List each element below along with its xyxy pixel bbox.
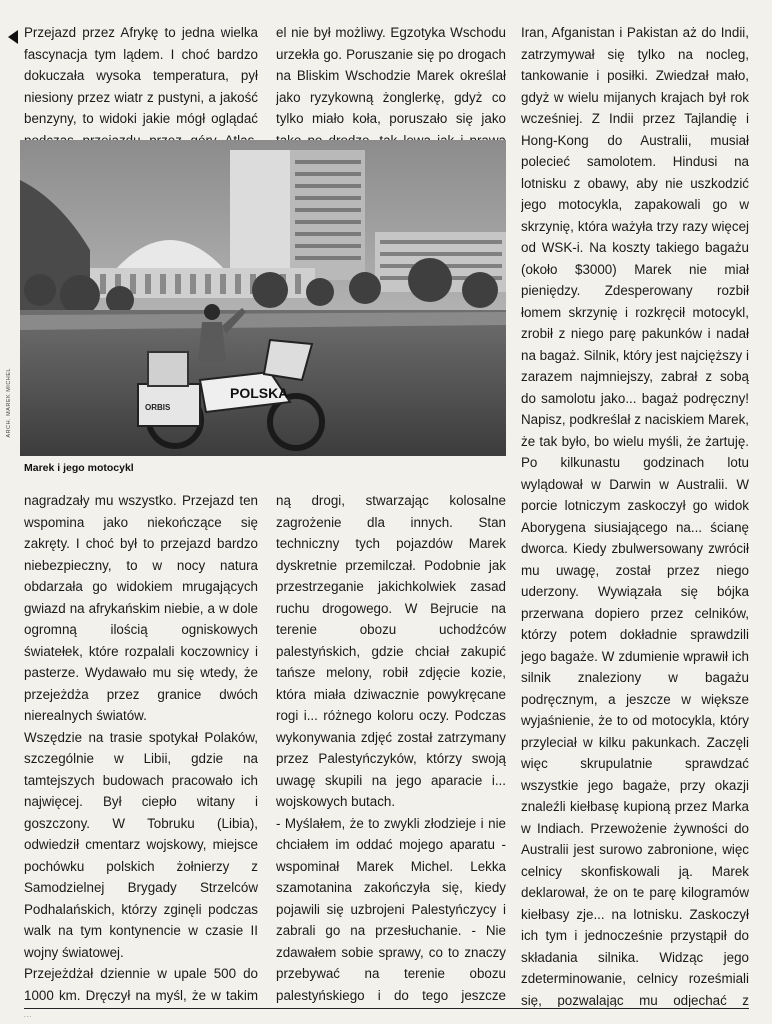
article-column-1-bottom [24,490,258,1006]
page-footer: ... [24,1013,33,1019]
article-column-2-top [276,22,506,152]
photo-credit: ARCH. MAREK MICHEL [6,368,12,438]
article-column-2-bottom [276,490,506,1006]
page-bottom-rule [24,1008,749,1009]
bike-sign-text: POLSKA [230,385,289,401]
paragraph: Przejeżdżał dziennie w upale 500 do 1000 km. Dręczył na myśl, że w takim [24,966,258,1003]
paragraph: Przejazd przez Afrykę to jedna wielka fascynacja tym lądem. I choć bardzo dokuczała wysoka temperatura, pył niesiony przez wiatr z pustyni, a jakość benzyny, to widoki jakie mógł oglądać [24,25,258,126]
photo-caption: Marek i jego motocykl [24,462,134,474]
paragraph: nagradzały mu wszystko. Przejazd ten wspomina jako niekończące się zakręty. I choć był to przejazd bardzo niebezpieczny, to w nocy natura obdarzała go widokiem mrugających gwiazd na afrykańskim niebie, a w dole ogromną ilością ogniskowych światełek, które rozpalali koczownicy i pasterze. Wydawało mu się wtedy, że przejeżdża przez granice dwóch nierealnych światów. [24,493,258,723]
paragraph: - Myślałem, że to zwykli złodzieje i nie chciałem im oddać mojego aparatu - wspominał Marek Michel. Lekka szamotanina zakończyła się, kiedy pojawili się uzbrojeni Palestyńczycy i zabrali go na przesłuchanie. - Nie zdawałem sobie sprawy, co to znaczy przebywać na terenie obozu palestyńskiego i do tego jeszcze [276,815,506,1003]
article-photo [20,140,506,456]
paragraph: ną drogi, stwarzając kolosalne zagrożenie dla innych. Stan techniczny tych pojazdów Marek dyskretnie przemilczał. Podobnie jak przestrzeganie jakichkolwiek zasad ruchu drogowego. W Bejrucie na terenie obozu uchodźców palestyńskich, gdzie chciał zakupić tańsze melony, robił zdjęcie kozie, która miała dziwacznie powykręcane rogi i... różnego koloru oczy. Podczas wykonywania zdjęć został zatrzymany przez Palestyńczyków, którzy swoją uwagę skupili na jego aparacie i... wojskowych butach. [276,493,506,809]
paragraph: el nie był możliwy. Egzotyka Wschodu urzekła go. Poruszanie się po drogach na Bliskim Wschodzie Marek określał jako ryzykowną żonglerkę, gdyż co tylko miało koła, poruszało się jako [276,25,506,126]
article-column-1-top [24,22,258,152]
paragraph: Wszędzie na trasie spotykał Polaków, szczególnie w Libii, gdzie na tamtejszych budowach pracowało ich najwięcej. Był ciepło witany i goszczony. W Tobruku (Libia), odwiedził cmentarz wojskowy, miejsce pochówku polskich żołnierzy z Samodzielnej Brygady Strzelców Podhalańskich, którzy zginęli podczas walk na tym kontynencie w czasie II wojny światowej. [24,729,258,960]
article-column-3 [521,22,749,1007]
crate-text: ORBIS [145,403,171,412]
paragraph: Iran, Afganistan i Pakistan aż do Indii, zatrzymywał się tylko na nocleg, tankowanie i posiłki. Zwiedzał mało, gdyż w wielu mijanych krajach był rok wcześniej. Z Indii przez Tajlandię i Hong-Kong do Australii, musiał polecieć samolotem. Hindusi na lotnisku z obawy, aby nie uszkodzić jego motocykla, zapakowali go w skrzynię, która ważyła trzy razy więcej od WSK-i. Na koszty takiego bagażu (około $3000) Marek nie miał pieniędzy. Zdesperowany rozbił łomem skrzynię i rozkręcił motocykl, zrobił z niego parę pakunków i nadał na bagaż. Silnik, który jest najcięższy i zarazem najmniejszy, zabrał z sobą do samolotu jako... bagaż podręczny! Napisz, podkreślał z naciskiem Marek, że tak było, bo wielu myśli, że żartuję. Po kilkunastu godzinach lotu wylądował w Darwin w Australii. W porcie lotniczym zaskoczył go widok Aborygena siusiającego na... ścianę dworca. Kiedy zbulwersowany zwrócił mu uwagę, został przez niego uderzony. Wywiązała się bójka przerwana dopiero przez celników, którzy potem dokładnie sprawdzili jego bagaże. W zdumienie wprawił ich silnik znaleziony w bagażu podręcznym, a jeszcze w większe wyjaśnienie, że to od motocykla, który przyleciał w kilku pakunkach. Zaczęli więc skrupulatnie sprawdzać wszystkie jego bagaże, przy okazji znaleźli kiełbasę kupioną przez Marka w Indiach. Przewożenie żywności do Australii jest surowo zabronione, więc celnicy skonfiskowali ją. Marek deklarował, że on te parę kilogramów kiełbasy zje... na lotnisku. Zaskoczył ich tym i jednocześnie przystąpił do składania silnika. Widząc jego zdeterminowanie, celnicy roześmiali się, pozwalając mu odjechać z [521,25,749,1007]
continuation-arrow-icon [8,30,18,44]
